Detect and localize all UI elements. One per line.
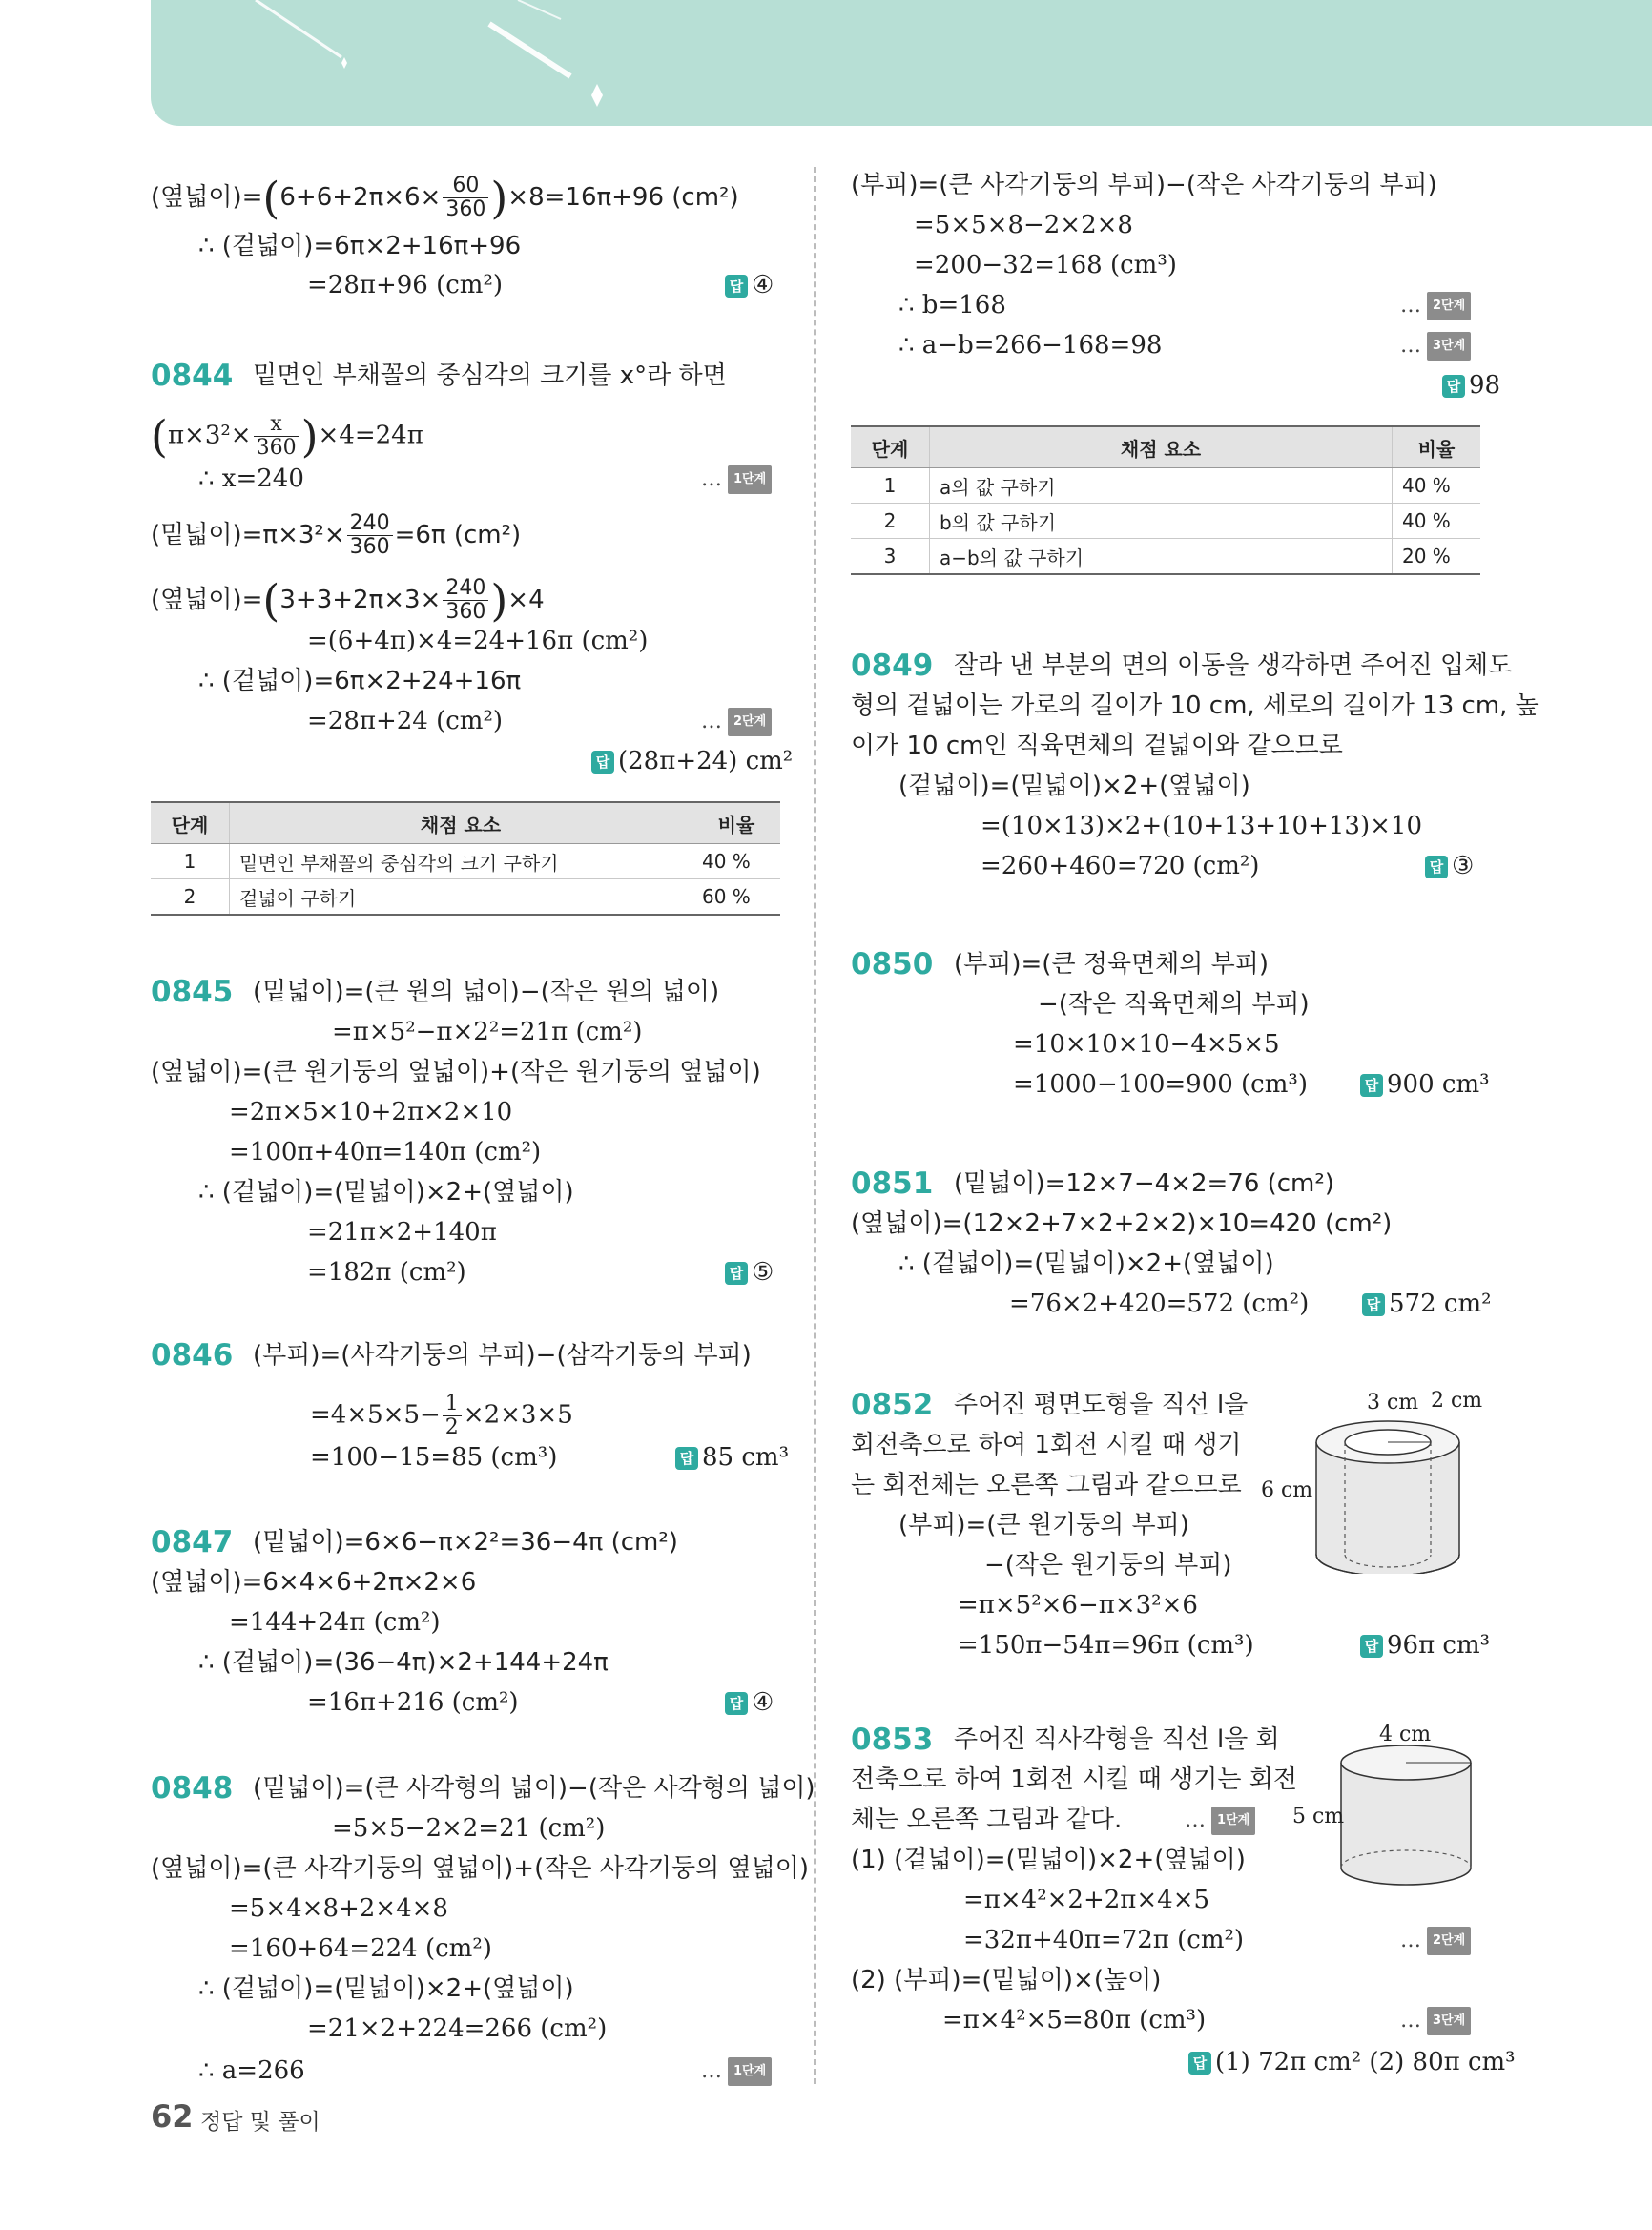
p0849-line3: 이가 10 cm인 직육면체의 겉넓이와 같으므로 xyxy=(851,732,1343,760)
p0843-answer: 답 ④ xyxy=(725,270,774,300)
p0848-line3: (옆넓이)=(큰 사각기둥의 옆넓이)+(작은 사각기둥의 옆넓이) xyxy=(151,1854,810,1883)
p0853-line7: (2) (부피)=(밑넓이)×(높이) xyxy=(851,1966,1162,1994)
p0848-answer: 답 98 xyxy=(1442,370,1500,401)
p0845-line3: (옆넓이)=(큰 원기둥의 옆넓이)+(작은 원기둥의 옆넓이) xyxy=(151,1058,761,1086)
fig-label-2cm: 2 cm xyxy=(1431,1389,1483,1413)
scoring-table-0844 xyxy=(151,801,780,916)
p0845-line4: =2π×5×10+2π×2×10 xyxy=(229,1098,513,1126)
problem-number-0846: 0846 xyxy=(151,1338,234,1373)
hollow-cylinder-figure xyxy=(1307,1412,1478,1574)
p0845-line5: =100π+40π=140π (cm²) xyxy=(229,1138,542,1167)
fraction: $\frac{x}{360}$ xyxy=(254,413,299,460)
fraction: $\frac{240}{360}$ xyxy=(443,577,488,624)
answer-icon: 답 xyxy=(1425,856,1448,878)
p0844-line5: =(6+4π)×4=24+16π (cm²) xyxy=(307,627,649,655)
footer-title: 정답 및 풀이 xyxy=(200,2110,320,2135)
p0852-line5: −(작은 원기둥의 부피) xyxy=(984,1551,1232,1580)
p0852-line1: 주어진 평면도형을 직선 l을 xyxy=(954,1391,1249,1419)
table-row: 2 겉넓이 구하기 60 % xyxy=(151,879,780,916)
p0848-right-line5: ∴ a−b=266−168=98 xyxy=(898,331,1163,360)
p0850-line4: =1000−100=900 (cm³) xyxy=(1013,1070,1308,1099)
p0850-line2: −(작은 직육면체의 부피) xyxy=(1038,990,1310,1019)
p0844-line6: ∴ (겉넓이)=6π×2+24+16π xyxy=(198,667,522,695)
p0844-answer: 답 (28π+24) cm² xyxy=(591,746,793,776)
p0848-line8: ∴ a=266 xyxy=(198,2056,305,2085)
p0845-line2: =π×5²−π×2²=21π (cm²) xyxy=(332,1018,643,1046)
p0847-line3: =144+24π (cm²) xyxy=(229,1608,441,1637)
p0845-line8: =182π (cm²) xyxy=(307,1258,466,1287)
table-header: 단계 xyxy=(851,426,930,468)
table-header: 비율 xyxy=(1393,426,1481,468)
p0848-right-line4: ∴ b=168 xyxy=(898,291,1006,320)
p0851-answer: 답 572 cm² xyxy=(1362,1289,1492,1319)
header-banner xyxy=(151,0,1652,126)
p0851-line3: ∴ (겉넓이)=(밑넓이)×2+(옆넓이) xyxy=(898,1249,1274,1278)
p0852-line4: (부피)=(큰 원기둥의 부피) xyxy=(898,1511,1189,1539)
p0844-line3: (밑넓이)=π×3²× $\frac{240}{360}$ =6π (cm²) xyxy=(151,511,522,559)
problem-number-0850: 0850 xyxy=(851,947,934,981)
problem-number-0847: 0847 xyxy=(151,1525,234,1559)
p0848-line1: (밑넓이)=(큰 사각형의 넓이)−(작은 사각형의 넓이) xyxy=(253,1774,816,1803)
p0852-line7: =150π−54π=96π (cm³) xyxy=(958,1631,1254,1660)
scoring-table-0848 xyxy=(851,425,1480,575)
p0847-line2: (옆넓이)=6×4×6+2π×2×6 xyxy=(151,1568,477,1597)
p0848-line4: =5×4×8+2×4×8 xyxy=(229,1894,448,1923)
p0849-line5: =(10×13)×2+(10+13+10+13)×10 xyxy=(981,812,1422,840)
p0852-answer: 답 96π cm³ xyxy=(1360,1630,1490,1661)
table-header: 채점 요소 xyxy=(930,426,1393,468)
answer-icon: 답 xyxy=(1362,1293,1385,1316)
answer-icon: 답 xyxy=(591,751,614,774)
p0850-line3: =10×10×10−4×5×5 xyxy=(1013,1030,1280,1059)
p0851-line4: =76×2+420=572 (cm²) xyxy=(1009,1290,1310,1318)
p0848-right-line2: =5×5×8−2×2×8 xyxy=(914,211,1133,239)
answer-icon: 답 xyxy=(1360,1074,1383,1097)
shooting-star-decoration xyxy=(151,0,1652,126)
problem-number-0851: 0851 xyxy=(851,1167,934,1201)
problem-number-0848: 0848 xyxy=(151,1771,234,1806)
p0848-step3: … 3단계 xyxy=(1400,332,1471,361)
fig-label-4cm: 4 cm xyxy=(1379,1723,1432,1746)
problem-number-0852: 0852 xyxy=(851,1388,934,1422)
p0844-intro: 밑면인 부채꼴의 중심각의 크기를 x°라 하면 xyxy=(253,361,727,390)
p0850-answer: 답 900 cm³ xyxy=(1360,1069,1490,1100)
answer-icon: 답 xyxy=(725,1692,748,1715)
table-header: 채점 요소 xyxy=(230,802,692,844)
p0847-answer: 답 ④ xyxy=(725,1687,774,1718)
p0853-line3: 체는 오른쪽 그림과 같다. xyxy=(851,1806,1123,1834)
p0844-line2: ∴ x=240 xyxy=(198,465,304,493)
problem-number-0849: 0849 xyxy=(851,649,934,683)
p0843-line1: (옆넓이)=(6+6+2π×6× $\frac{60}{360}$ )×8=16π+96 (cm²) xyxy=(151,172,739,224)
table-row: 1 a의 값 구하기 40 % xyxy=(851,468,1480,504)
p0849-line4: (겉넓이)=(밑넓이)×2+(옆넓이) xyxy=(898,772,1250,800)
answer-icon: 답 xyxy=(675,1447,698,1470)
answer-icon: 답 xyxy=(725,275,748,298)
p0845-line6: ∴ (겉넓이)=(밑넓이)×2+(옆넓이) xyxy=(198,1178,574,1207)
p0851-line1: (밑넓이)=12×7−4×2=76 (cm²) xyxy=(954,1169,1334,1198)
problem-number-0853: 0853 xyxy=(851,1723,934,1757)
p0846-line2: =4×5×5− $\frac{1}{2}$ ×2×3×5 xyxy=(310,1392,573,1439)
p0844-line4: (옆넓이)=(3+3+2π×3× $\frac{240}{360}$ )×4 xyxy=(151,574,545,627)
p0848-line7: =21×2+224=266 (cm²) xyxy=(307,2014,608,2043)
p0852-line3: 는 회전체는 오른쪽 그림과 같으므로 xyxy=(851,1471,1242,1499)
p0853-line5: =π×4²×2+2π×4×5 xyxy=(963,1886,1210,1914)
table-row: 1 밑면인 부채꼴의 중심각의 크기 구하기 40 % xyxy=(151,844,780,879)
p0845-line7: =21π×2+140π xyxy=(307,1218,497,1247)
table-header: 비율 xyxy=(692,802,781,844)
p0846-line3: =100−15=85 (cm³) xyxy=(310,1443,558,1472)
fraction: $\frac{1}{2}$ xyxy=(443,1393,462,1439)
p0848-right-line3: =200−32=168 (cm³) xyxy=(914,251,1177,279)
answer-icon: 답 xyxy=(725,1262,748,1285)
p0843-line2: ∴ (겉넓이)=6π×2+16π+96 xyxy=(198,232,522,260)
fig-label-3cm: 3 cm xyxy=(1367,1391,1419,1414)
table-row: 3 a−b의 값 구하기 20 % xyxy=(851,539,1480,575)
p0853-line4: (1) (겉넓이)=(밑넓이)×2+(옆넓이) xyxy=(851,1846,1246,1874)
p0848-line6: ∴ (겉넓이)=(밑넓이)×2+(옆넓이) xyxy=(198,1974,574,2003)
p0850-line1: (부피)=(큰 정육면체의 부피) xyxy=(954,950,1270,979)
answer-icon: 답 xyxy=(1442,375,1465,398)
p0853-step2: … 2단계 xyxy=(1400,1927,1471,1955)
fig-label-5cm: 5 cm xyxy=(1292,1805,1345,1828)
p0852-line2: 회전축으로 하여 1회전 시킬 때 생기 xyxy=(851,1431,1242,1459)
p0849-line1: 잘라 낸 부분의 면의 이동을 생각하면 주어진 입체도 xyxy=(954,651,1513,680)
p0846-answer: 답 85 cm³ xyxy=(675,1442,789,1473)
p0851-line2: (옆넓이)=(12×2+7×2+2×2)×10=420 (cm²) xyxy=(851,1209,1393,1238)
p0848-step1: … 1단계 xyxy=(701,2057,772,2086)
problem-number-0844: 0844 xyxy=(151,359,234,393)
page-number: 62 xyxy=(151,2098,194,2135)
p0844-step2: … 2단계 xyxy=(701,708,772,736)
p0844-line1: (π×3²× $\frac{x}{360}$ )×4=24π xyxy=(151,410,423,463)
p0846-line1: (부피)=(사각기둥의 부피)−(삼각기둥의 부피) xyxy=(253,1341,752,1370)
p0853-line8: =π×4²×5=80π (cm³) xyxy=(942,2006,1207,2034)
cylinder-figure xyxy=(1335,1736,1478,1889)
p0844-step1: … 1단계 xyxy=(701,465,772,494)
problem-number-0845: 0845 xyxy=(151,975,234,1009)
fraction: $\frac{60}{360}$ xyxy=(443,175,488,221)
p0853-line2: 전축으로 하여 1회전 시킬 때 생기는 회전 xyxy=(851,1765,1297,1794)
fig-label-6cm: 6 cm xyxy=(1261,1478,1313,1502)
answer-icon: 답 xyxy=(1360,1635,1383,1658)
p0848-step2: … 2단계 xyxy=(1400,292,1471,320)
p0852-line6: =π×5²×6−π×3²×6 xyxy=(958,1591,1198,1620)
p0844-line7: =28π+24 (cm²) xyxy=(307,707,504,735)
answer-icon: 답 xyxy=(1188,2052,1211,2075)
p0853-step1: … 1단계 xyxy=(1185,1807,1255,1835)
p0853-step3: … 3단계 xyxy=(1400,2007,1471,2035)
p0843-line3: =28π+96 (cm²) xyxy=(307,271,504,299)
fraction: $\frac{240}{360}$ xyxy=(347,512,393,559)
p0853-answer: 답 (1) 72π cm² (2) 80π cm³ xyxy=(1188,2047,1516,2077)
p0845-answer: 답 ⑤ xyxy=(725,1257,774,1288)
p0845-line1: (밑넓이)=(큰 원의 넓이)−(작은 원의 넓이) xyxy=(253,978,720,1006)
p0853-line6: =32π+40π=72π (cm²) xyxy=(963,1926,1245,1954)
p0849-line6: =260+460=720 (cm²) xyxy=(981,852,1260,880)
p0847-line1: (밑넓이)=6×6−π×2²=36−4π (cm²) xyxy=(253,1528,678,1557)
p0849-answer: 답 ③ xyxy=(1425,851,1474,881)
p0853-line1: 주어진 직사각형을 직선 l을 회 xyxy=(954,1725,1280,1754)
p0848-line2: =5×5−2×2=21 (cm²) xyxy=(332,1814,606,1843)
p0849-line2: 형의 겉넓이는 가로의 길이가 10 cm, 세로의 길이가 13 cm, 높 xyxy=(851,692,1539,720)
p0847-line5: =16π+216 (cm²) xyxy=(307,1688,519,1717)
p0847-line4: ∴ (겉넓이)=(36−4π)×2+144+24π xyxy=(198,1648,609,1677)
p0848-right-line1: (부피)=(큰 사각기둥의 부피)−(작은 사각기둥의 부피) xyxy=(851,171,1437,199)
table-row: 2 b의 값 구하기 40 % xyxy=(851,504,1480,539)
table-header: 단계 xyxy=(151,802,230,844)
p0848-line5: =160+64=224 (cm²) xyxy=(229,1934,492,1963)
